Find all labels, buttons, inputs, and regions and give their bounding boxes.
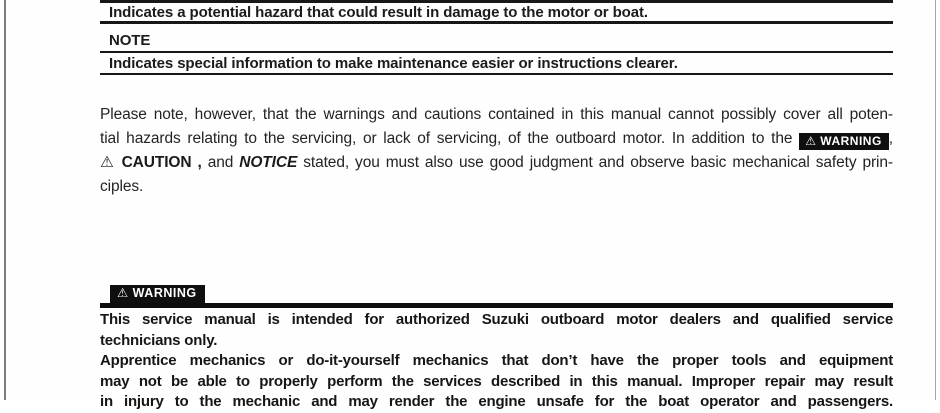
warning-line-4: may not be able to properly perform the services described in this manual. Improper repair may result (100, 372, 893, 390)
note-heading: NOTE (109, 32, 151, 49)
intro-paragraph (100, 103, 893, 199)
warning-block (100, 310, 893, 413)
notice-inline-label: NOTICE (239, 154, 298, 171)
page-content (100, 0, 893, 410)
note-definition-row: Indicates special information to make maintenance easier or instructions clearer. (109, 54, 678, 72)
intro-line-4: ciples. (100, 178, 144, 195)
intro-line-3: ⚠ CAUTION , and NOTICE stated, you must also use good judgment and observe basic mechanical safety prin- (100, 154, 893, 171)
warning-line-3: Apprentice mechanics or do-it-yourself mechanics that don’t have the proper tools and equipment (100, 352, 893, 369)
scan-edge-right (935, 0, 936, 400)
warning-line-2: technicians only. (100, 331, 218, 349)
caution-inline-label: ⚠ CAUTION , (100, 154, 202, 171)
warning-line-1: This service manual is intended for authorized Suzuki outboard motor dealers and qualified service (100, 311, 893, 328)
warning-line-5-clipped: in injury to the mechanic and may render the engine unsafe for the boat operator and passengers. (100, 393, 893, 410)
warning-rule-thick (100, 303, 893, 308)
warning-badge: ⚠ WARNING (110, 285, 205, 303)
table-rule-2 (100, 21, 893, 24)
intro-line-1: Please note, however, that the warnings and cautions contained in this manual cannot possibly cover all poten- (100, 106, 893, 123)
intro-line-2: tial hazards relating to the servicing, or lack of servicing, of the outboard motor. In addition to the ⚠ WARNING , (100, 130, 893, 148)
warning-inline-badge: ⚠ WARNING (799, 133, 889, 150)
notice-definition-row: Indicates a potential hazard that could result in damage to the motor or boat. (109, 3, 648, 21)
table-rule-4 (100, 73, 893, 76)
table-rule-3 (100, 51, 893, 54)
scan-edge-left (4, 0, 6, 400)
table-rule-top (100, 0, 893, 3)
